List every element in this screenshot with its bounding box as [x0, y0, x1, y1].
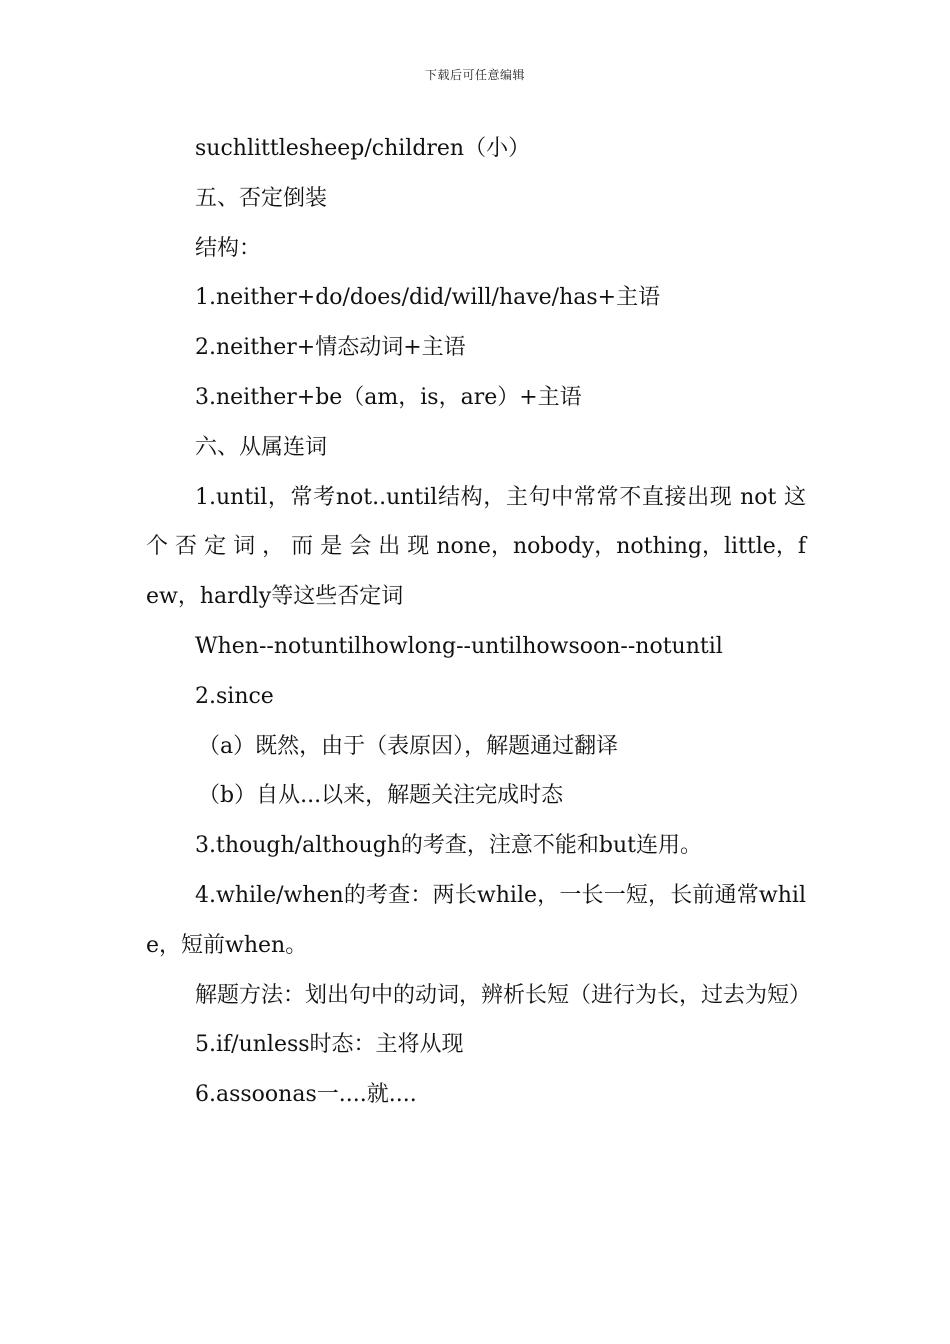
paragraph-structure-label: 结构： — [195, 235, 262, 261]
list-item-though: 3.though/although的考查，注意不能和but连用。 — [195, 833, 702, 859]
paragraph-when-until: When--notuntilhowlong--untilhowsoon--notuntil — [195, 633, 723, 659]
list-item-neither-be: 3.neither+be（am，is，are）+主语 — [195, 384, 582, 410]
paragraph-such-little: suchlittlesheep/children（小） — [195, 136, 531, 161]
document-body — [146, 124, 812, 1120]
list-item-neither-do: 1.neither+do/does/did/will/have/has+主语 — [195, 285, 661, 311]
list-subitem-since-a: （a）既然，由于（表原因），解题通过翻译 — [198, 733, 619, 759]
list-item-as-soon-as: 6.assoonas一....就.... — [195, 1082, 417, 1108]
list-item-since: 2.since — [195, 683, 274, 709]
section-heading-negative-inversion: 五、否定倒装 — [195, 185, 328, 211]
list-item-if-unless: 5.if/unless时态：主将从现 — [195, 1032, 464, 1058]
list-item-while-when: 4.while/when的考查：两长while，一长一短，长前通常while，短前when。 — [146, 882, 806, 958]
page-header: 下载后可任意编辑 — [424, 68, 525, 82]
list-item-neither-modal: 2.neither+情态动词+主语 — [195, 335, 466, 361]
list-item-until: 1.until，常考not..until结构，主句中常常不直接出现 not 这 个 否 定 词 ， 而 是 会 出 现 none，nobody，nothing，little，few，hardly等这些否定词 — [146, 484, 806, 610]
list-subitem-since-b: （b）自从...以来，解题关注完成时态 — [198, 783, 564, 809]
section-heading-subordinating-conjunctions: 六、从属连词 — [195, 434, 328, 460]
paragraph-solution-method: 解题方法：划出句中的动词，辨析长短（进行为长，过去为短） — [195, 982, 812, 1008]
